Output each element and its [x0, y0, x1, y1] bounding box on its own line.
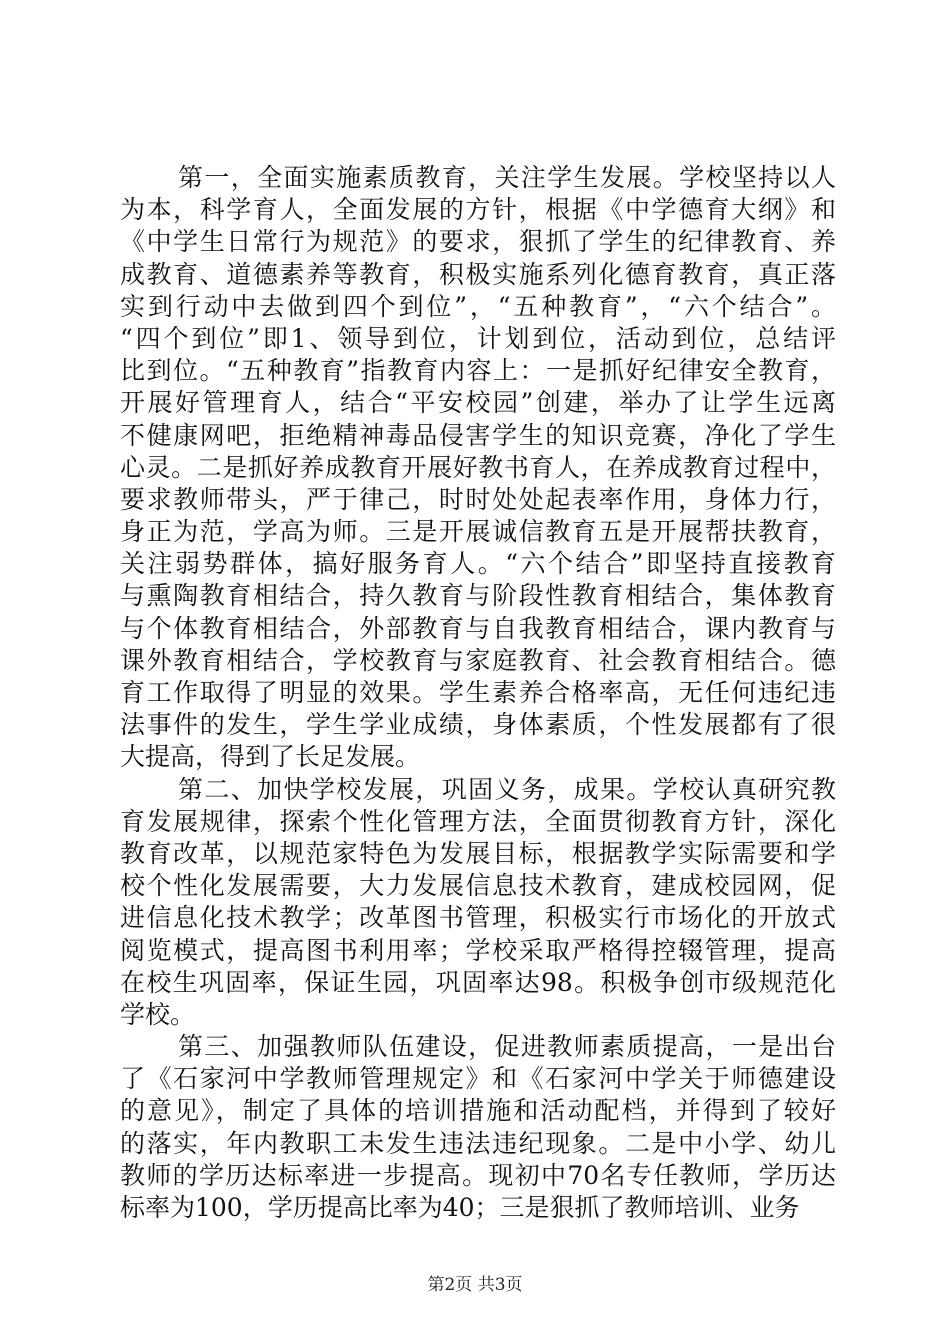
text-line: 不健康网吧，拒绝精神毒品侵害学生的知识竞赛，净化了学生 — [120, 420, 836, 450]
text-line: 进信息化技术教学；改革图书管理，积极实行市场化的开放式 — [120, 903, 836, 933]
text-line: 了《石家河中学教师管理规定》和《石家河中学关于师德建设 — [120, 1064, 836, 1094]
text-line: 第三、加强教师队伍建设，促进教师素质提高，一是出台 — [178, 1032, 836, 1062]
text-line: 大提高，得到了长足发展。 — [120, 742, 421, 772]
text-line: 教师的学历达标率进一步提高。现初中70名专任教师，学历达 — [120, 1160, 836, 1190]
text-line: 的落实，年内教职工未发生违法违纪现象。二是中小学、幼儿 — [120, 1128, 836, 1158]
page-footer: 第2页 共3页 — [427, 1275, 523, 1295]
text-line: 身正为范，学高为师。三是开展诚信教育五是开展帮扶教育， — [120, 517, 836, 547]
text-line: 第二、加快学校发展，巩固义务，成果。学校认真研究教 — [178, 774, 836, 804]
paragraph — [120, 162, 836, 774]
text-line: 与熏陶教育相结合，持久教育与阶段性教育相结合，集体教育 — [120, 581, 836, 611]
text-line: 法事件的发生，学生学业成绩，身体素质，个性发展都有了很 — [120, 710, 836, 740]
text-line: 的意见》，制定了具体的培训措施和活动配档，并得到了较好 — [120, 1096, 836, 1126]
text-line: 阅览模式，提高图书利用率；学校采取严格得控辍管理，提高 — [120, 935, 836, 965]
text-line: 校个性化发展需要，大力发展信息技术教育，建成校园网，促 — [120, 871, 836, 901]
text-line: 关注弱势群体，搞好服务育人。“六个结合”即坚持直接教育 — [120, 549, 836, 579]
paragraph — [120, 774, 836, 1032]
text-line: 与个体教育相结合，外部教育与自我教育相结合，课内教育与 — [120, 613, 836, 643]
text-line: 为本，科学育人，全面发展的方针，根据《中学德育大纲》和 — [120, 195, 836, 225]
text-line: 第一，全面实施素质教育，关注学生发展。学校坚持以人 — [178, 163, 836, 192]
text-line: 《中学生日常行为规范》的要求，狠抓了学生的纪律教育、养 — [120, 227, 836, 257]
text-line: 课外教育相结合，学校教育与家庭教育、社会教育相结合。德 — [120, 645, 836, 675]
text-line: 育工作取得了明显的效果。学生素养合格率高，无任何违纪违 — [120, 678, 836, 707]
text-line: 成教育、道德素养等教育，积极实施系列化德育教育，真正落 — [120, 259, 836, 289]
text-line: 教育改革，以规范家特色为发展目标，根据教学实际需要和学 — [120, 838, 836, 868]
text-line: 标率为100，学历提高比率为40；三是狠抓了教师培训、业务 — [120, 1193, 800, 1222]
paragraph — [120, 1031, 836, 1224]
text-line: 实到行动中去做到四个到位”，“五种教育”，“六个结合”。 — [120, 291, 836, 321]
text-line: 育发展规律，探索个性化管理方法，全面贯彻教育方针，深化 — [120, 806, 836, 836]
document-body — [120, 162, 836, 1224]
text-line: 开展好管理育人，结合“平安校园”创建，举办了让学生远离 — [120, 388, 836, 418]
text-line: 学校。 — [120, 999, 196, 1029]
text-line: “四个到位”即1、领导到位，计划到位，活动到位，总结评 — [120, 323, 836, 353]
text-line: 比到位。“五种教育”指教育内容上：一是抓好纪律安全教育， — [120, 356, 836, 386]
text-line: 在校生巩固率，保证生园，巩固率达98。积极争创市级规范化 — [120, 967, 836, 997]
text-line: 要求教师带头，严于律己，时时处处起表率作用，身体力行， — [120, 484, 836, 514]
text-line: 心灵。二是抓好养成教育开展好教书育人，在养成教育过程中， — [120, 452, 836, 482]
